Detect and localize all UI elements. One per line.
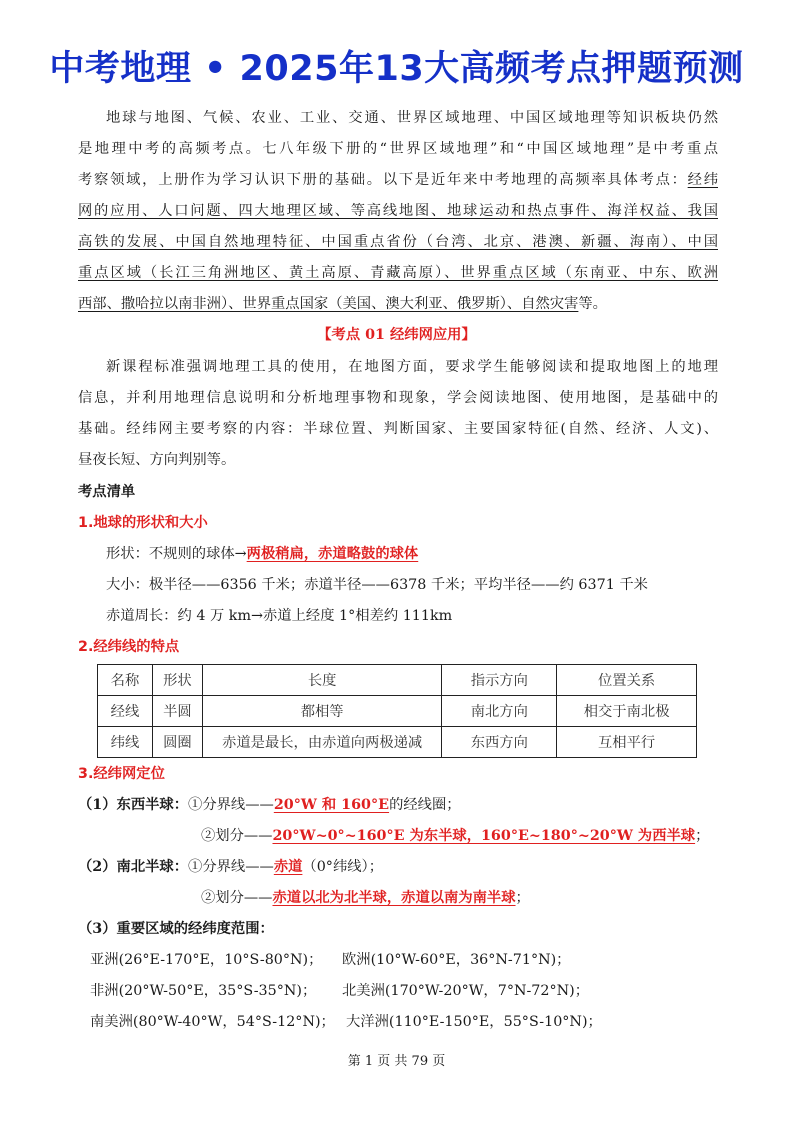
intro-line-7-underlined: 西部、撒哈拉以南非洲）、世界重点国家（美国、澳大利亚、俄罗斯）、自然灾害 [78, 296, 579, 312]
s3-ew-div-suffix: 的经线圈； [389, 797, 461, 813]
table-cell: 纬线 [98, 727, 153, 758]
table-cell: 南北方向 [442, 696, 557, 727]
desc-line-3: 基础。经纬网主要考察的内容：半球位置、判断国家、主要国家特征(自然、经济、人文)、 [78, 421, 718, 437]
table-cell: 互相平行 [557, 727, 697, 758]
s3-ew-division [78, 790, 718, 821]
region-africa: 非洲(20°W-50°E，35°S-35°N)； [90, 983, 317, 999]
intro-line-3-text: 考察领域，上册作为学习认识下册的基础。以下是近年来中考地理的高频率具体考点： [78, 172, 688, 188]
s3-ew-split-suffix: ； [695, 828, 710, 844]
table-cell: 半圆 [152, 696, 202, 727]
page-title: 中考地理 • 2025年13大高频考点押题预测 [49, 49, 744, 89]
intro-line-7-text: 等。 [578, 296, 607, 312]
s3-heading: 3.经纬网定位 [78, 766, 165, 782]
s1-circumference: 赤道周长：约 4 万 km→赤道上经度 1°相差约 111km [106, 608, 453, 624]
graticule-table [97, 664, 697, 758]
s3-ew-split-value: 20°W~0°~160°E 为东半球，160°E~180°~20°W 为西半球 [272, 828, 696, 844]
checklist-label: 考点清单 [78, 484, 136, 500]
s1-heading: 1.地球的形状和大小 [78, 515, 208, 531]
table-row [98, 727, 697, 758]
table-cell: 赤道是最长，由赤道向两极递减 [202, 727, 442, 758]
intro-line-6: 重点区域（长江三角洲地区、黄土高原、青藏高原）、世界重点区域（东南亚、中东、欧洲 [78, 265, 718, 281]
desc-line-1: 新课程标准强调地理工具的使用，在地图方面，要求学生能够阅读和提取地图上的地理 [106, 359, 718, 375]
s3-ew-div-value: 20°W 和 160°E [273, 797, 390, 813]
s3-ew-div-prefix: ①分界线—— [188, 797, 274, 813]
region-south-america: 南美洲(80°W-40°W，54°S-12°N)； [90, 1014, 335, 1030]
table-cell: 相交于南北极 [557, 696, 697, 727]
table-cell: 经线 [98, 696, 153, 727]
desc-line-2: 信息，并利用地理信息说明和分析地理事物和现象，学会阅读地图、使用地图，是基础中的 [78, 390, 718, 406]
s3-ns-label: （2）南北半球： [78, 859, 189, 875]
s3-regions-label: （3）重要区域的经纬度范围： [78, 921, 274, 937]
s3-ns-split-prefix: ②划分—— [201, 890, 273, 906]
region-asia: 亚洲(26°E-170°E，10°S-80°N)； [90, 952, 323, 968]
intro-line-4: 网的应用、人口问题、四大地理区域、等高线地图、地球运动和热点事件、海洋权益、我国 [78, 203, 718, 219]
intro-line-5: 高铁的发展、中国自然地理特征、中国重点省份（台湾、北京、港澳、新疆、海南）、中国 [78, 234, 718, 250]
s3-ew-label: （1）东西半球： [78, 797, 189, 813]
table-header: 位置关系 [557, 665, 697, 696]
s1-shape-value: 两极稍扁，赤道略鼓的球体 [246, 546, 419, 562]
region-oceania: 大洋洲(110°E-150°E，55°S-10°N)； [346, 1014, 602, 1030]
table-header: 长度 [202, 665, 442, 696]
intro-line-3 [78, 165, 718, 196]
table-cell: 圆圈 [152, 727, 202, 758]
table-header: 指示方向 [442, 665, 557, 696]
table-header: 名称 [98, 665, 153, 696]
intro-line-7 [78, 289, 718, 320]
desc-line-4: 昼夜长短、方向判别等。 [78, 452, 236, 468]
intro-line-1: 地球与地图、气候、农业、工业、交通、世界区域地理、中国区域地理等知识板块仍然 [106, 110, 718, 126]
s3-ns-split-suffix: ； [515, 890, 530, 906]
s3-ns-division [78, 852, 718, 883]
s1-shape [106, 539, 746, 570]
table-row [98, 696, 697, 727]
intro-line-3-underlined: 经纬 [687, 172, 718, 188]
section-title: 【考点 01 经纬网应用】 [317, 327, 476, 343]
s3-ns-div-value: 赤道 [273, 859, 303, 875]
region-europe: 欧洲(10°W-60°E，36°N-71°N)； [342, 952, 571, 968]
table-cell: 东西方向 [442, 727, 557, 758]
s3-ew-split [201, 821, 721, 852]
s1-shape-label: 形状：不规则的球体→ [106, 546, 247, 562]
table-header: 形状 [152, 665, 202, 696]
region-north-america: 北美洲(170°W-20°W，7°N-72°N)； [342, 983, 590, 999]
intro-line-2: 是地理中考的高频考点。七八年级下册的“世界区域地理”和“中国区域地理”是中考重点 [78, 141, 718, 157]
s1-size: 大小：极半径——6356 千米；赤道半径——6378 千米；平均半径——约 6371 千米 [106, 577, 648, 593]
table-cell: 都相等 [202, 696, 442, 727]
s2-heading: 2.经纬线的特点 [78, 639, 180, 655]
s3-ew-split-prefix: ②划分—— [201, 828, 273, 844]
s3-ns-split [201, 883, 721, 914]
s3-ns-div-suffix: （0°纬线）； [302, 859, 383, 875]
table-header-row [98, 665, 697, 696]
s3-ns-div-prefix: ①分界线—— [188, 859, 274, 875]
page-footer: 第 1 页 共 79 页 [347, 1054, 446, 1069]
s3-ns-split-value: 赤道以北为北半球，赤道以南为南半球 [272, 890, 516, 906]
